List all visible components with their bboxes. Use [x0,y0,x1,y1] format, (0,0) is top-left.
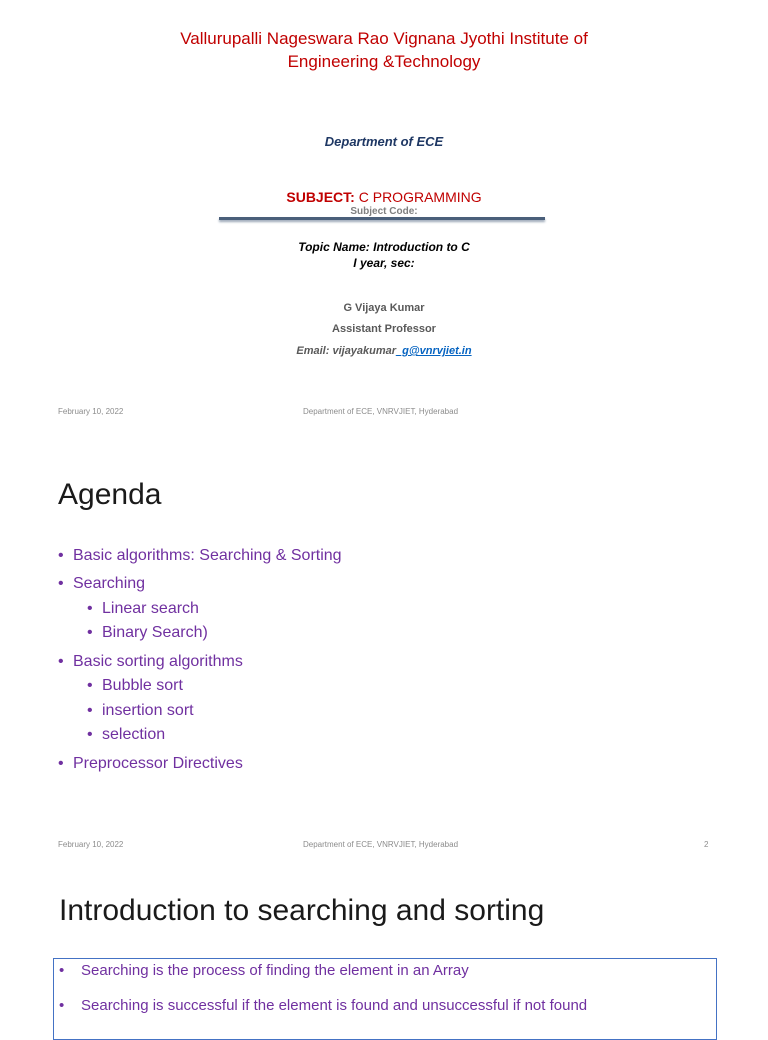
page-number: 2 [704,840,709,849]
agenda-subitem: • insertion sort [58,702,342,726]
bullet-glyph: • [59,997,65,1014]
email-link[interactable]: _g@vnrvjiet.in [396,345,472,357]
author-email [0,345,768,357]
intro-slide [0,864,768,1024]
slide-title: Introduction to searching and sorting [59,894,545,927]
subject-value: C PROGRAMMING [354,189,482,205]
subject-code: Subject Code: [350,206,418,217]
bullet-text: Searching is the process of finding the element in an Array [81,962,469,979]
agenda-subitem: • Bubble sort [58,677,342,702]
email-prefix: Email: vijayakumar [296,345,397,357]
footer-department: Department of ECE, VNRVJIET, Hyderabad [303,407,459,416]
agenda-item: • Preprocessor Directives [58,755,342,779]
agenda-list [58,547,342,779]
agenda-slide [0,432,768,864]
subject-label: SUBJECT: [286,189,355,205]
institute-name-line1: Vallurupalli Nageswara Rao Vignana Jyothi Institute of [180,29,588,48]
bullet-glyph: • [59,962,65,979]
title-slide [0,0,768,432]
divider-rule [219,217,545,220]
department-name: Department of ECE [324,134,444,149]
slide-title: Agenda [58,478,162,511]
bullet-item [59,962,469,979]
subject-heading [0,189,768,205]
footer-date: February 10, 2022 [58,407,124,416]
year-section: I year, sec: [353,256,415,270]
institute-name-line2: Engineering &Technology [287,52,481,71]
content-box [53,958,717,1040]
footer-date: February 10, 2022 [58,840,124,849]
footer-department: Department of ECE, VNRVJIET, Hyderabad [303,840,459,849]
agenda-item: • Searching [58,575,342,600]
agenda-subitem: • Linear search [58,600,342,624]
bullet-text: Searching is successful if the element is found and unsuccessful if not found [81,997,588,1014]
bullet-item [59,997,587,1014]
author-designation: Assistant Professor [332,323,436,335]
agenda-item: • Basic sorting algorithms [58,653,342,677]
agenda-subitem: • Binary Search) [58,624,342,653]
agenda-subitem: • selection [58,726,342,755]
agenda-item: • Basic algorithms: Searching & Sorting [58,547,342,575]
topic-name: Topic Name: Introduction to C [298,240,470,254]
author-name: G Vijaya Kumar [343,302,425,314]
